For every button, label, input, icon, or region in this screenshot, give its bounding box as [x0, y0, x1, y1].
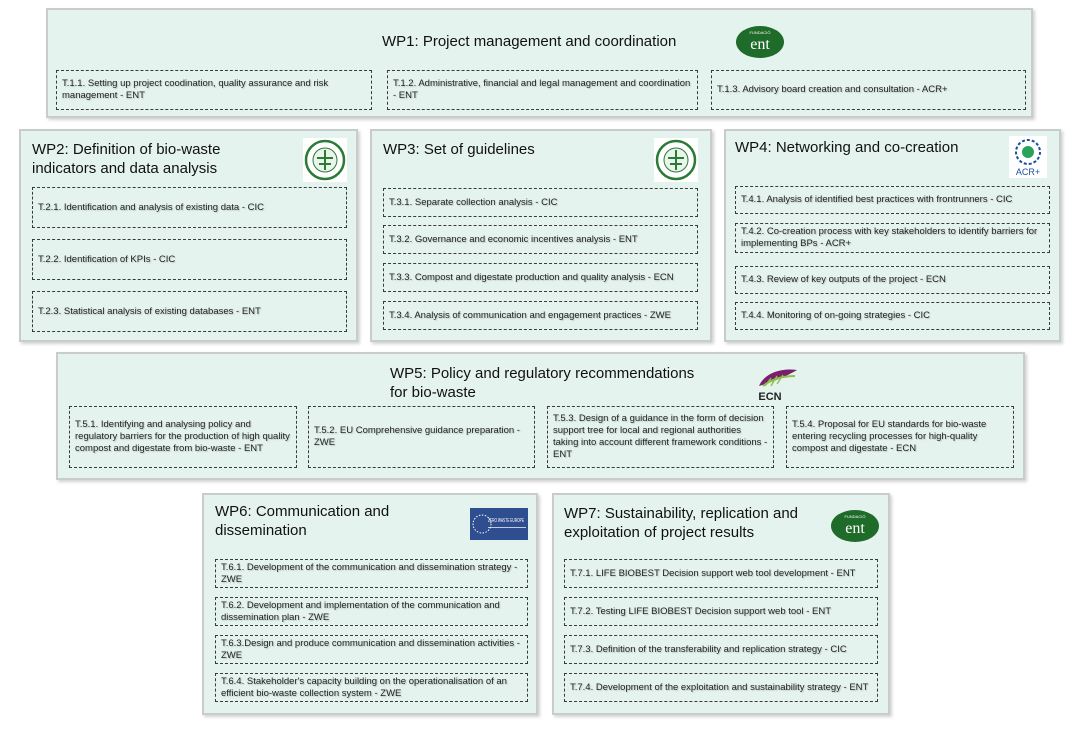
- task-2-1: T.2.1. Identification and analysis of existing data - CIC: [32, 187, 347, 228]
- task-3-3: T.3.3. Compost and digestate production and quality analysis - ECN: [383, 263, 698, 292]
- task-4-2: T.4.2. Co-creation process with key stakeholders to identify barriers for implementing BPs - ACR+: [735, 223, 1050, 253]
- acr-logo-text: ACR+: [1015, 167, 1041, 177]
- task-2-2: T.2.2. Identification of KPIs - CIC: [32, 239, 347, 280]
- wp6-box: [202, 493, 538, 715]
- wp4-box: [724, 129, 1061, 342]
- task-5-3: T.5.3. Design of a guidance in the form of decision support tree for local and regional authorities taking into account different framework conditions - ENT: [547, 406, 774, 468]
- task-2-3: T.2.3. Statistical analysis of existing databases - ENT: [32, 291, 347, 332]
- task-3-1: T.3.1. Separate collection analysis - CIC: [383, 188, 698, 217]
- task-4-1: T.4.1. Analysis of identified best practices with frontrunners - CIC: [735, 186, 1050, 214]
- wp7-box: [552, 493, 890, 715]
- cic-logo: [654, 138, 698, 187]
- task-3-4: T.3.4. Analysis of communication and engagement practices - ZWE: [383, 301, 698, 330]
- task-5-4: T.5.4. Proposal for EU standards for bio-waste entering recycling processes for high-quality compost and digestate - ECN: [786, 406, 1014, 468]
- wp2-title: WP2: Definition of bio-waste indicators and data analysis: [32, 141, 221, 177]
- ent-logo-small: FUNDACIÓ: [749, 30, 771, 35]
- ent-logo-main: ent: [845, 520, 865, 537]
- task-7-2: T.7.2. Testing LIFE BIOBEST Decision support web tool - ENT: [564, 597, 878, 626]
- wp6-title: WP6: Communication and dissemination: [215, 503, 390, 539]
- wp2-box: [19, 129, 358, 342]
- wp5-title-line1: WP5: Policy and regulatory recommendations: [390, 365, 695, 382]
- task-1-1: T.1.1. Setting up project coodination, quality assurance and risk management - ENT: [56, 70, 372, 110]
- wp3-title: WP3: Set of guidelines: [383, 141, 535, 158]
- wp3-box: [370, 129, 712, 342]
- task-1-2: T.1.2. Administrative, financial and legal management and coordination - ENT: [387, 70, 698, 110]
- task-6-1: T.6.1. Development of the communication and dissemination strategy - ZWE: [215, 559, 528, 588]
- ent-logo-small: FUNDACIÓ: [844, 514, 866, 519]
- wp1-box: [46, 8, 1033, 118]
- cic-logo: [303, 138, 347, 187]
- ent-logo: [830, 508, 880, 549]
- task-7-4: T.7.4. Development of the exploitation and sustainability strategy - ENT: [564, 673, 878, 702]
- acr-logo: [1009, 136, 1047, 183]
- wp5-title-line2: for bio-waste: [390, 384, 476, 401]
- task-5-2: T.5.2. EU Comprehensive guidance preparation - ZWE: [308, 406, 535, 468]
- zwe-logo: [470, 508, 528, 545]
- ecn-logo-text: ECN: [758, 391, 782, 403]
- ent-logo: [735, 24, 785, 65]
- task-4-3: T.4.3. Review of key outputs of the project - ECN: [735, 266, 1050, 294]
- task-5-1: T.5.1. Identifying and analysing policy and regulatory barriers for the production of high quality compost and digestate from bio-waste - ENT: [69, 406, 297, 468]
- wp7-title: WP7: Sustainability, replication and exploitation of project results: [564, 505, 799, 541]
- task-4-4: T.4.4. Monitoring of on-going strategies - CIC: [735, 302, 1050, 330]
- task-6-2: T.6.2. Development and implementation of the communication and dissemination plan - ZWE: [215, 597, 528, 626]
- zwe-logo-text: ZERO WASTE EUROPE: [488, 518, 525, 524]
- task-7-1: T.7.1. LIFE BIOBEST Decision support web tool development - ENT: [564, 559, 878, 588]
- wp5-box: [56, 352, 1025, 480]
- wp1-title: WP1: Project management and coordination: [382, 33, 677, 50]
- task-7-3: T.7.3. Definition of the transferability and replication strategy - CIC: [564, 635, 878, 664]
- wp4-title: WP4: Networking and co-creation: [735, 139, 959, 156]
- task-6-3: T.6.3.Design and produce communication and dissemination activities - ZWE: [215, 635, 528, 664]
- task-6-4: T.6.4. Stakeholder's capacity building on the operationalisation of an efficient bio-waste collection system - ZWE: [215, 673, 528, 702]
- task-1-3: T.1.3. Advisory board creation and consultation - ACR+: [711, 70, 1026, 110]
- task-3-2: T.3.2. Governance and economic incentives analysis - ENT: [383, 225, 698, 254]
- ent-logo-main: ent: [750, 36, 770, 53]
- ecn-logo: [755, 366, 801, 407]
